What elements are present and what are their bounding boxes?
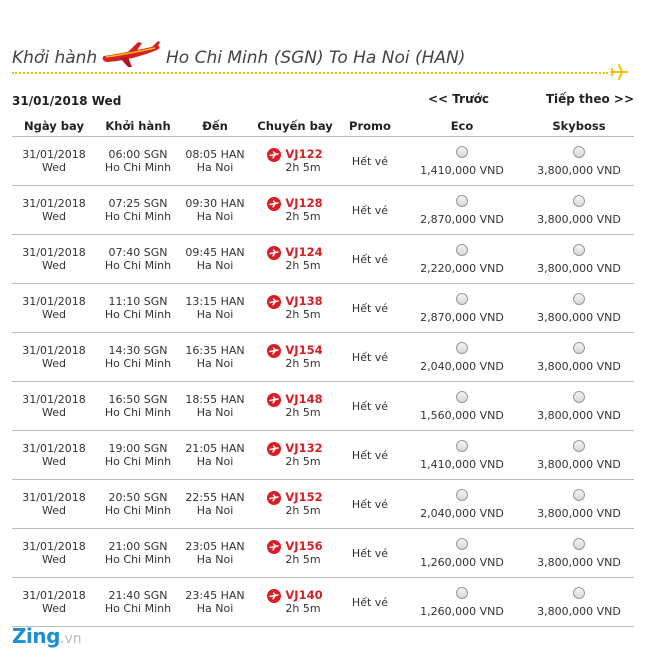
vietjet-plane-icon xyxy=(267,491,281,505)
flight-day: Wed xyxy=(42,406,66,419)
skyboss-price: 3,800,000 VND xyxy=(537,457,621,471)
flight-day: Wed xyxy=(42,161,66,174)
eco-cell xyxy=(400,382,524,431)
flight-cell xyxy=(250,529,340,578)
flight-duration: 2h 5m xyxy=(285,602,321,615)
flight-duration: 2h 5m xyxy=(285,357,321,370)
departure-cell xyxy=(96,284,180,333)
departure-cell xyxy=(96,186,180,235)
airplane-logo-icon xyxy=(98,40,162,70)
vietjet-plane-icon xyxy=(267,295,281,309)
eco-radio[interactable] xyxy=(456,489,468,501)
flight-duration: 2h 5m xyxy=(285,553,321,566)
date-cell xyxy=(12,333,96,382)
arrival-time: 08:05 HAN xyxy=(185,148,245,161)
column-header-promo: Promo xyxy=(340,116,400,137)
flight-number[interactable]: VJ128 xyxy=(285,196,323,210)
column-header-flight: Chuyến bay xyxy=(250,116,340,137)
skyboss-cell xyxy=(524,529,634,578)
flight-day: Wed xyxy=(42,259,66,272)
watermark-domain: .vn xyxy=(59,631,82,647)
eco-radio[interactable] xyxy=(456,244,468,256)
skyboss-radio[interactable] xyxy=(573,195,585,207)
skyboss-price: 3,800,000 VND xyxy=(537,163,621,177)
flight-number[interactable]: VJ140 xyxy=(285,588,323,602)
column-header-eco: Eco xyxy=(400,116,524,137)
table-row xyxy=(12,431,634,480)
previous-day-link[interactable]: << Trước xyxy=(428,92,489,106)
departure-label: Khởi hành xyxy=(12,48,98,68)
skyboss-price: 3,800,000 VND xyxy=(537,604,621,618)
table-row xyxy=(12,284,634,333)
flight-day: Wed xyxy=(42,357,66,370)
flight-day: Wed xyxy=(42,210,66,223)
arrival-cell xyxy=(180,137,250,186)
next-day-link[interactable]: Tiếp theo >> xyxy=(545,92,634,106)
date-cell xyxy=(12,284,96,333)
skyboss-radio[interactable] xyxy=(573,440,585,452)
promo-cell xyxy=(340,284,400,333)
eco-cell xyxy=(400,578,524,627)
arrival-city: Ha Noi xyxy=(196,259,234,272)
vietjet-plane-icon xyxy=(267,148,281,162)
arrival-time: 23:45 HAN xyxy=(185,589,245,602)
eco-price: 1,260,000 VND xyxy=(420,604,504,618)
eco-radio[interactable] xyxy=(456,587,468,599)
promo-status: Hết vé xyxy=(351,252,389,266)
skyboss-price: 3,800,000 VND xyxy=(537,310,621,324)
skyboss-radio[interactable] xyxy=(573,391,585,403)
flight-cell xyxy=(250,137,340,186)
vietjet-plane-icon xyxy=(267,344,281,358)
skyboss-radio[interactable] xyxy=(573,244,585,256)
watermark-name: Zing xyxy=(12,624,60,648)
flight-cell xyxy=(250,284,340,333)
departure-time: 07:25 SGN xyxy=(108,197,168,210)
flight-cell xyxy=(250,431,340,480)
departure-time: 07:40 SGN xyxy=(108,246,168,259)
flight-table xyxy=(12,116,634,627)
table-header-row xyxy=(12,116,634,137)
promo-status: Hết vé xyxy=(351,546,389,560)
departure-city: Ho Chi Minh xyxy=(104,406,172,419)
table-row xyxy=(12,235,634,284)
flight-day: Wed xyxy=(42,504,66,517)
arrival-time: 18:55 HAN xyxy=(185,393,245,406)
departure-cell xyxy=(96,431,180,480)
departure-city: Ho Chi Minh xyxy=(104,553,172,566)
eco-radio[interactable] xyxy=(456,293,468,305)
departure-cell xyxy=(96,578,180,627)
departure-time: 11:10 SGN xyxy=(108,295,168,308)
flight-number[interactable]: VJ138 xyxy=(285,294,323,308)
arrival-time: 16:35 HAN xyxy=(185,344,245,357)
vietjet-plane-icon xyxy=(267,197,281,211)
flight-duration: 2h 5m xyxy=(285,406,321,419)
skyboss-cell xyxy=(524,235,634,284)
departure-time: 16:50 SGN xyxy=(108,393,168,406)
departure-time: 19:00 SGN xyxy=(108,442,168,455)
date-cell xyxy=(12,137,96,186)
eco-price: 1,410,000 VND xyxy=(420,163,504,177)
flight-day: Wed xyxy=(42,308,66,321)
eco-radio[interactable] xyxy=(456,195,468,207)
skyboss-radio[interactable] xyxy=(573,489,585,501)
zing-watermark xyxy=(12,624,82,650)
table-row xyxy=(12,137,634,186)
skyboss-cell xyxy=(524,431,634,480)
flight-number[interactable]: VJ154 xyxy=(285,343,323,357)
skyboss-price: 3,800,000 VND xyxy=(537,261,621,275)
skyboss-cell xyxy=(524,480,634,529)
departure-time: 21:00 SGN xyxy=(108,540,168,553)
arrival-cell xyxy=(180,382,250,431)
eco-cell xyxy=(400,186,524,235)
departure-cell xyxy=(96,137,180,186)
flight-date: 31/01/2018 xyxy=(22,491,86,504)
flight-date: 31/01/2018 xyxy=(22,393,86,406)
flight-duration: 2h 5m xyxy=(285,455,321,468)
promo-status: Hết vé xyxy=(351,203,389,217)
flight-date: 31/01/2018 xyxy=(22,246,86,259)
vietjet-plane-icon xyxy=(267,393,281,407)
table-row xyxy=(12,529,634,578)
departure-time: 06:00 SGN xyxy=(108,148,168,161)
eco-price: 2,040,000 VND xyxy=(420,359,504,373)
flight-date: 31/01/2018 xyxy=(22,442,86,455)
flight-date: 31/01/2018 xyxy=(22,148,86,161)
promo-cell xyxy=(340,431,400,480)
arrival-city: Ha Noi xyxy=(196,553,234,566)
table-row xyxy=(12,382,634,431)
skyboss-cell xyxy=(524,333,634,382)
dotted-divider xyxy=(12,72,608,74)
eco-cell xyxy=(400,137,524,186)
skyboss-cell xyxy=(524,382,634,431)
column-header-skyboss: Skyboss xyxy=(524,116,634,137)
eco-price: 2,870,000 VND xyxy=(420,310,504,324)
flight-duration: 2h 5m xyxy=(285,259,321,272)
arrival-cell xyxy=(180,235,250,284)
table-row xyxy=(12,578,634,627)
flight-day: Wed xyxy=(42,455,66,468)
column-header-departure: Khởi hành xyxy=(96,116,180,137)
arrival-time: 09:30 HAN xyxy=(185,197,245,210)
skyboss-radio[interactable] xyxy=(573,587,585,599)
flight-number[interactable]: VJ122 xyxy=(285,147,323,161)
skyboss-cell xyxy=(524,186,634,235)
skyboss-price: 3,800,000 VND xyxy=(537,408,621,422)
departure-city: Ho Chi Minh xyxy=(104,504,172,517)
promo-cell xyxy=(340,186,400,235)
flight-number[interactable]: VJ124 xyxy=(285,245,323,259)
date-cell xyxy=(12,235,96,284)
arrival-time: 13:15 HAN xyxy=(185,295,245,308)
table-row xyxy=(12,333,634,382)
eco-price: 1,560,000 VND xyxy=(420,408,504,422)
eco-cell xyxy=(400,235,524,284)
skyboss-radio[interactable] xyxy=(573,342,585,354)
arrival-cell xyxy=(180,333,250,382)
promo-status: Hết vé xyxy=(351,301,389,315)
departure-cell xyxy=(96,529,180,578)
route-header xyxy=(12,40,648,80)
flight-cell xyxy=(250,333,340,382)
column-header-date: Ngày bay xyxy=(12,116,96,137)
flight-number[interactable]: VJ148 xyxy=(285,392,323,406)
skyboss-price: 3,800,000 VND xyxy=(537,506,621,520)
arrival-city: Ha Noi xyxy=(196,602,234,615)
flight-day: Wed xyxy=(42,553,66,566)
arrival-city: Ha Noi xyxy=(196,308,234,321)
eco-price: 2,220,000 VND xyxy=(420,261,504,275)
promo-cell xyxy=(340,235,400,284)
promo-status: Hết vé xyxy=(351,399,389,413)
eco-cell xyxy=(400,480,524,529)
date-cell xyxy=(12,382,96,431)
skyboss-cell xyxy=(524,578,634,627)
departure-city: Ho Chi Minh xyxy=(104,259,172,272)
eco-price: 1,410,000 VND xyxy=(420,457,504,471)
flight-date: 31/01/2018 xyxy=(22,589,86,602)
departure-city: Ho Chi Minh xyxy=(104,161,172,174)
arrival-cell xyxy=(180,431,250,480)
eco-radio[interactable] xyxy=(456,391,468,403)
promo-status: Hết vé xyxy=(351,497,389,511)
skyboss-radio[interactable] xyxy=(573,538,585,550)
skyboss-price: 3,800,000 VND xyxy=(537,555,621,569)
flight-date: 31/01/2018 xyxy=(22,295,86,308)
table-row xyxy=(12,186,634,235)
flight-number[interactable]: VJ132 xyxy=(285,441,323,455)
flight-rows xyxy=(12,137,634,627)
departure-cell xyxy=(96,333,180,382)
eco-cell xyxy=(400,333,524,382)
promo-cell xyxy=(340,333,400,382)
eco-radio[interactable] xyxy=(456,440,468,452)
route-title: Ho Chi Minh (SGN) To Ha Noi (HAN) xyxy=(166,48,466,68)
eco-price: 2,040,000 VND xyxy=(420,506,504,520)
arrival-cell xyxy=(180,284,250,333)
arrival-time: 21:05 HAN xyxy=(185,442,245,455)
flight-cell xyxy=(250,578,340,627)
departure-city: Ho Chi Minh xyxy=(104,455,172,468)
date-cell xyxy=(12,529,96,578)
date-cell xyxy=(12,186,96,235)
departure-city: Ho Chi Minh xyxy=(104,308,172,321)
vietjet-plane-icon xyxy=(267,540,281,554)
arrival-city: Ha Noi xyxy=(196,455,234,468)
promo-cell xyxy=(340,382,400,431)
flight-number[interactable]: VJ152 xyxy=(285,490,323,504)
flight-day: Wed xyxy=(42,602,66,615)
vietjet-plane-icon xyxy=(267,442,281,456)
promo-cell xyxy=(340,529,400,578)
flight-cell xyxy=(250,382,340,431)
vietjet-plane-icon xyxy=(267,589,281,603)
arrival-city: Ha Noi xyxy=(196,161,234,174)
skyboss-price: 3,800,000 VND xyxy=(537,359,621,373)
arrival-city: Ha Noi xyxy=(196,357,234,370)
departure-time: 14:30 SGN xyxy=(108,344,168,357)
skyboss-price: 3,800,000 VND xyxy=(537,212,621,226)
table-row xyxy=(12,480,634,529)
date-cell xyxy=(12,578,96,627)
airplane-icon xyxy=(610,64,628,80)
promo-status: Hết vé xyxy=(351,154,389,168)
skyboss-radio[interactable] xyxy=(573,146,585,158)
promo-cell xyxy=(340,578,400,627)
skyboss-radio[interactable] xyxy=(573,293,585,305)
departure-city: Ho Chi Minh xyxy=(104,602,172,615)
promo-status: Hết vé xyxy=(351,448,389,462)
eco-cell xyxy=(400,529,524,578)
arrival-cell xyxy=(180,186,250,235)
departure-cell xyxy=(96,235,180,284)
departure-city: Ho Chi Minh xyxy=(104,210,172,223)
arrival-cell xyxy=(180,529,250,578)
date-navigation xyxy=(12,92,634,110)
eco-price: 1,260,000 VND xyxy=(420,555,504,569)
eco-radio[interactable] xyxy=(456,146,468,158)
arrival-cell xyxy=(180,480,250,529)
departure-city: Ho Chi Minh xyxy=(104,357,172,370)
arrival-time: 22:55 HAN xyxy=(185,491,245,504)
flight-number[interactable]: VJ156 xyxy=(285,539,323,553)
flight-duration: 2h 5m xyxy=(285,161,321,174)
vietjet-plane-icon xyxy=(267,246,281,260)
skyboss-cell xyxy=(524,284,634,333)
flight-date: 31/01/2018 xyxy=(22,344,86,357)
selected-date: 31/01/2018 Wed xyxy=(12,94,122,108)
flight-date: 31/01/2018 xyxy=(22,197,86,210)
arrival-time: 23:05 HAN xyxy=(185,540,245,553)
promo-status: Hết vé xyxy=(351,350,389,364)
departure-cell xyxy=(96,382,180,431)
date-cell xyxy=(12,480,96,529)
flight-cell xyxy=(250,480,340,529)
arrival-city: Ha Noi xyxy=(196,210,234,223)
date-cell xyxy=(12,431,96,480)
eco-cell xyxy=(400,284,524,333)
flight-duration: 2h 5m xyxy=(285,308,321,321)
promo-cell xyxy=(340,137,400,186)
flight-duration: 2h 5m xyxy=(285,504,321,517)
arrival-cell xyxy=(180,578,250,627)
arrival-time: 09:45 HAN xyxy=(185,246,245,259)
arrival-city: Ha Noi xyxy=(196,504,234,517)
skyboss-cell xyxy=(524,137,634,186)
departure-time: 21:40 SGN xyxy=(108,589,168,602)
column-header-arrival: Đến xyxy=(180,116,250,137)
flight-cell xyxy=(250,235,340,284)
promo-status: Hết vé xyxy=(351,595,389,609)
eco-cell xyxy=(400,431,524,480)
departure-cell xyxy=(96,480,180,529)
departure-time: 20:50 SGN xyxy=(108,491,168,504)
flight-cell xyxy=(250,186,340,235)
flight-duration: 2h 5m xyxy=(285,210,321,223)
arrival-city: Ha Noi xyxy=(196,406,234,419)
eco-price: 2,870,000 VND xyxy=(420,212,504,226)
eco-radio[interactable] xyxy=(456,538,468,550)
eco-radio[interactable] xyxy=(456,342,468,354)
promo-cell xyxy=(340,480,400,529)
flight-date: 31/01/2018 xyxy=(22,540,86,553)
